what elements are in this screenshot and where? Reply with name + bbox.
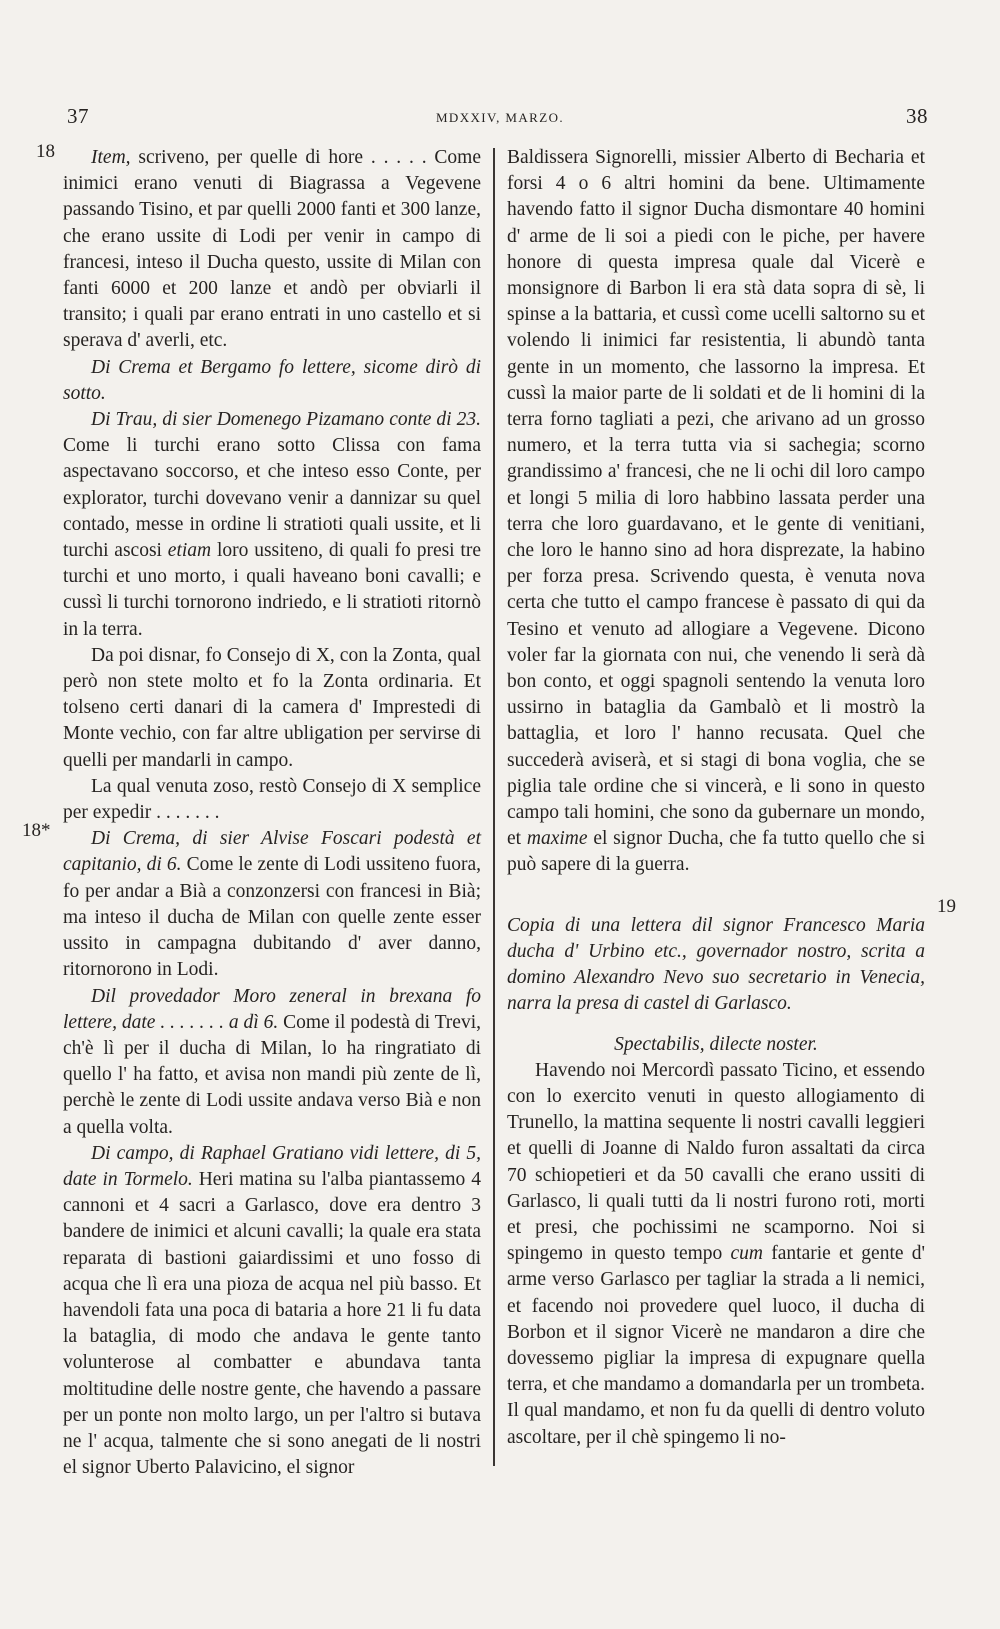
- paragraph: Di campo, di Raphael Gratiano vidi lettere, di 5, date in Tormelo. Heri matina su l'alba piantassemo 4 cannoni et 4 sacri a Garlasco, dove era dentro 3 bandere de inimici et alcuni cavalli; la quale era stata reparata di bastioni gaiardissimi et uno fosso di acqua che lì era una pioza de acqua nel più basso. Et havendoli fata una poca di bataria a hore 21 li fu data la bataglia, di modo che andava le gente tanto volunterose al combatter e abundava tanta moltitudine delle nostre gente, che havendo a passare per un ponte non molto largo, un per l'altro si butava ne l' acqua, talmente che si sono anegati de li nostri el signor Uberto Palavicino, el signor: [63, 1142, 481, 1479]
- page-number-right: 38: [906, 104, 928, 128]
- running-title: MDXXIV, MARZO.: [435, 110, 565, 125]
- page-number-left: 37: [67, 104, 89, 128]
- paragraph: Di Trau, di sier Domenego Pizamano conte di 23. Come li turchi erano sotto Clissa con fama aspectavano soccorso, et che inteso esso Conte, per explorator, turchi dovevano venir a dannizar su quel contado, messe in ordine li stratioti quali ussite, et li turchi ascosi etiam loro ussiteno, di quali fo presi tre turchi et uno morto, i quali haveano boni cavalli; e cussì li turchi tornorono indriedo, e li stratioti ritornò in la terra.: [63, 409, 481, 640]
- paragraph: Di Crema, di sier Alvise Foscari podestà et capitanio, di 6. Come le zente di Lodi ussiteno fuora, fo per andar a Bià a conzonzersi con francesi in Bià; ma inteso il ducha de Milan con quelle zente esser ussito in campagna dubitando d' aver danno, ritornorono in Lodi.: [63, 828, 482, 981]
- paragraph: Di Crema et Bergamo fo lettere, sicome dirò di sotto.: [63, 356, 481, 404]
- left-column: [63, 145, 481, 1481]
- paragraph: Item, scriveno, per quelle di hore . . . . . Come inimici erano venuti di Biagrassa a Vegevene passando Tisino, et par quelli 2000 fanti et 300 lanze, che erano ussite di Lodi per venir in campo di francesi, inteso il Ducha questo, ussite di Milan con fanti 6000 et 200 lanze et andò per obviarli il transito; i quali par erano entrati in uno castello et si sperava d' averli, etc.: [63, 147, 481, 352]
- paragraph: Baldissera Signorelli, missier Alberto di Becharia et forsi 4 o 6 altri homini da bene. Ultimamente havendo fatto il signor Ducha dismontare 40 homini d' arme de li soi a piedi con le piche, per havere honore di questa impresa quale dal Vicerè e monsignore di Barbon li era stà data sopra di sè, li spinse a la battaria, et cussì come ucelli saltorno su et volendo li inimici far resistentia, li abundò tanta gente in un momento, che lassorno la impresa. Et cussì la maior parte de li soldati et de li homini di la terra forno tagliati a pezi, che arivano ad un grosso numero, et la terra tutta via si sachegia; scorno grandissimo a' francesi, che ne li ochi dil loro campo et longi 5 milia di loro habbino lassata perder una terra che loro guardavano, et le gente di venitiani, che loro le hanno sino ad hora disprezate, la habino per forza presa. Scrivendo questa, è venuta nova certa che tutto el campo francese è passato di qui da Tesino et venuto ad allogiare a Vegevene. Dicono voler far la giornata con nui, che venendo li serà dà bon conto, et oggi spagnoli sentendo la venuta loro ussirno in bataglia da Gambalò et li mostrò la battaglia, et loro l' hanno recusata. Quel che succederà aviserà, et si stagi di bona voglia, che se piglia tale ordine che si vincerà, e li sono in questo campo tali homini, che sono da gubernare un mondo, et maxime el signor Ducha, che fa tutto quello che si può sapere di la guerra.: [507, 147, 926, 876]
- paragraph: Da poi disnar, fo Consejo di X, con la Zonta, qual però non stete molto et fo la Zonta ordinaria. Et tolseno certi danari di la camera d' Imprestedi di Monte vechio, con far altre ubligation per servirse di quelli per mandarli in campo.: [63, 644, 481, 771]
- column-divider: [493, 148, 495, 1466]
- letter-heading: Copia di una lettera dil signor Francesco Maria ducha d' Urbino etc., governador nostro, scrita a domino Alexandro Nevo suo secretario in Venecia, narra la presa di castel di Garlasco.: [507, 914, 925, 1015]
- margin-number: 18: [36, 141, 55, 162]
- paragraph: Havendo noi Mercordì passato Ticino, et essendo con lo exercito venuti in questo allogiamento di Trunello, la mattina sequente li nostri cavalli leggieri et quelli di Joanne di Naldo furon assaltati da circa 70 schiopetieri et da 50 cavalli che erano ussiti di Garlasco, li quali tutti da li nostri furono roti, morti et presi, che pochissimi ne scamporno. Noi si spingemo in questo tempo cum fantarie et gente d' arme verso Garlasco per tagliar la strada a li nemici, et facendo noi provedere quel luoco, il ducha di Borbon et il signor Vicerè ne mandaron a dire che dovessemo pigliar la impresa di expugnare quella terra, et che mandamo a domandarla per un trombeta. Il qual mandamo, et non fu da quelli di dentro voluto ascoltare, per il chè spingemo li no-: [507, 1059, 926, 1448]
- right-column: [507, 145, 925, 1451]
- margin-number: 19: [937, 896, 956, 917]
- salutation: Spectabilis, dilecte noster.: [614, 1033, 818, 1055]
- paragraph: La qual venuta zoso, restò Consejo di X semplice per expedir . . . . . . .: [63, 775, 481, 824]
- margin-number: 18*: [22, 820, 51, 841]
- paragraph: Dil provedador Moro zeneral in brexana fo lettere, date . . . . . . . a dì 6. Come il podestà di Trevi, ch'è lì per il ducha di Milan, lo ha ringratiato di quello l' ha fatto, et avisa non mandi più zente de lì, perchè le zente di Lodi ussite andava verso Bià e non a quella volta.: [63, 985, 482, 1138]
